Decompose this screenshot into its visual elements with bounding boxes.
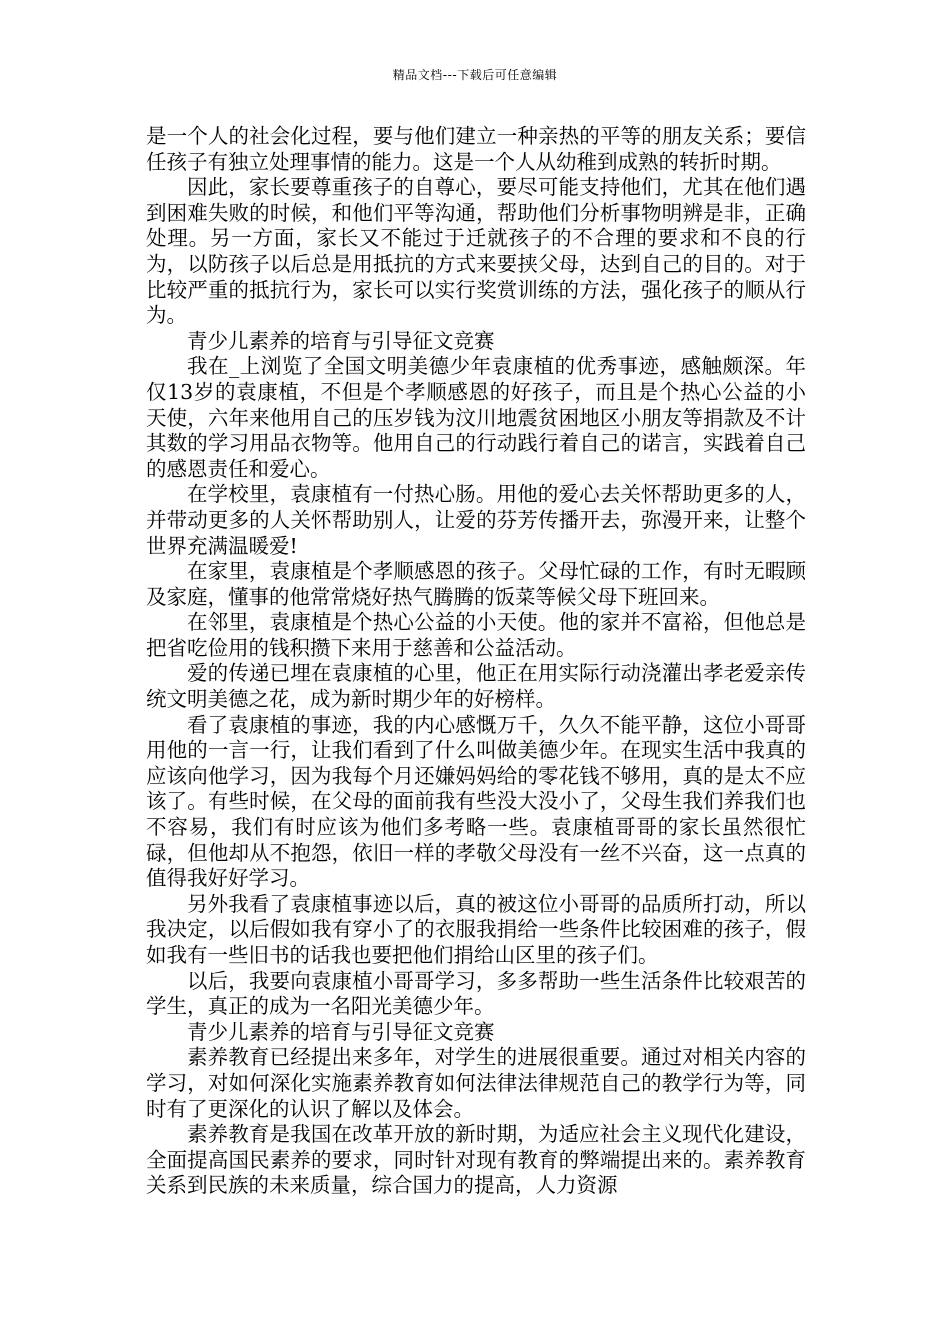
- paragraph: 我在_上浏览了全国文明美德少年袁康植的优秀事迹，感触颇深。年仅13岁的袁康植，不但是个孝顺感恩的好孩子，而且是个热心公益的小天使，六年来他用自己的压岁钱为汶川地震贫困地区小朋友等捐款及不计其数的学习用品衣物等。他用自己的行动践行着自己的诺言，实践着自己的感恩责任和爱心。: [146, 354, 806, 481]
- paragraph: 在邻里，袁康植是个热心公益的小天使。他的家并不富裕，但他总是把省吃俭用的钱积攒下来用于慈善和公益活动。: [146, 610, 806, 660]
- paragraph: 素养教育已经提出来多年，对学生的进展很重要。通过对相关内容的学习，对如何深化实施素养教育如何法律法律规范自己的教学行为等，同时有了更深化的认识了解以及体会。: [146, 1045, 806, 1121]
- paragraph: 素养教育是我国在改革开放的新时期，为适应社会主义现代化建设，全面提高国民素养的要求，同时针对现有教育的弊端提出来的。素养教育关系到民族的未来质量，综合国力的提高，人力资源: [146, 1122, 806, 1198]
- paragraph: 另外我看了袁康植事迹以后，真的被这位小哥哥的品质所打动，所以我决定，以后假如我有穿小了的衣服我捐给一些条件比较困难的孩子，假如我有一些旧书的话我也要把他们捐给山区里的孩子们。: [146, 891, 806, 967]
- paragraph: 因此，家长要尊重孩子的自尊心，要尽可能支持他们，尤其在他们遇到困难失败的时候，和他们平等沟通，帮助他们分析事物明辨是非，正确处理。另一方面，家长又不能过于迁就孩子的不合理的要求和不良的行为，以防孩子以后总是用抵抗的方式来要挟父母，达到自己的目的。对于比较严重的抵抗行为，家长可以实行奖赏训练的方法，强化孩子的顺从行为。: [146, 175, 806, 328]
- paragraph: 在家里，袁康植是个孝顺感恩的孩子。父母忙碌的工作，有时无暇顾及家庭，懂事的他常常烧好热气腾腾的饭菜等候父母下班回来。: [146, 559, 806, 609]
- document-body: [146, 124, 806, 1199]
- paragraph: 是一个人的社会化过程，要与他们建立一种亲热的平等的朋友关系；要信任孩子有独立处理事情的能力。这是一个人从幼稚到成熟的转折时期。: [146, 124, 806, 174]
- paragraph: 在学校里，袁康植有一付热心肠。用他的爱心去关怀帮助更多的人，并带动更多的人关怀帮助别人，让爱的芬芳传播开去，弥漫开来，让整个世界充满温暖爱!: [146, 482, 806, 558]
- paragraph: 看了袁康植的事迹，我的内心感慨万千，久久不能平静，这位小哥哥用他的一言一行，让我们看到了什么叫做美德少年。在现实生活中我真的应该向他学习，因为我每个月还嫌妈妈给的零花钱不够用，真的是太不应该了。有些时候，在父母的面前我有些没大没小了，父母生我们养我们也不容易，我们有时应该为他们多考略一些。袁康植哥哥的家长虽然很忙碌，但他却从不抱怨，依旧一样的孝敬父母没有一丝不兴奋，这一点真的值得我好好学习。: [146, 712, 806, 891]
- page-header: 精品文档---下载后可任意编辑: [392, 68, 558, 82]
- paragraph: 以后，我要向袁康植小哥哥学习，多多帮助一些生活条件比较艰苦的学生，真正的成为一名阳光美德少年。: [146, 968, 806, 1019]
- paragraph: 爱的传递已埋在袁康植的心里，他正在用实际行动浇灌出孝老爱亲传统文明美德之花，成为新时期少年的好榜样。: [146, 661, 806, 712]
- section-title: 青少儿素养的培育与引导征文竞赛: [187, 1019, 495, 1044]
- section-title: 青少儿素养的培育与引导征文竞赛: [187, 328, 495, 353]
